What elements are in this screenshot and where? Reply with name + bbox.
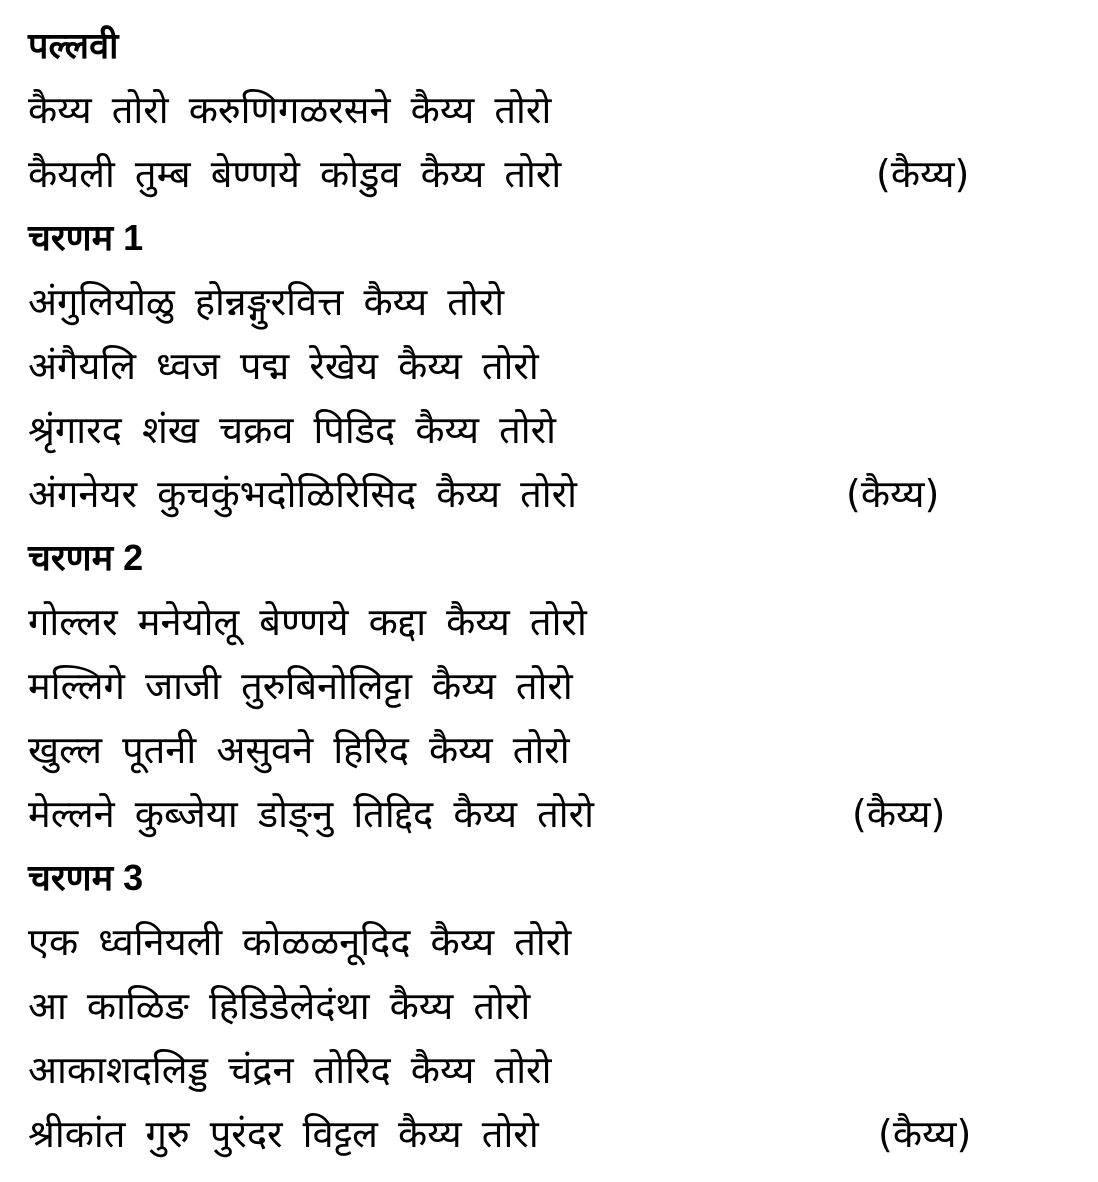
refrain-marker: (कैय्य) [846, 472, 940, 516]
lyrics-document [28, 14, 1078, 1166]
section-heading-charanam-1: चरणम 1 [28, 217, 144, 258]
verse-text: अंगुलियोळु होन्नङ्गुरवित्त कैय्य तोरो [28, 280, 505, 324]
verse-text: खुल्ल पूतनी असुवने हिरिद कैय्य तोरो [28, 728, 570, 772]
verse-text: श्रीकांत गुरु पुरंदर विट्टल कैय्य तोरो [28, 1112, 539, 1156]
verse-text: मेल्लने कुब्जेया डोङ्नु तिद्दिद कैय्य तोरो [28, 792, 594, 836]
verse-text: आकाशदलिड्ड चंद्रन तोरिद कैय्य तोरो [28, 1048, 552, 1092]
verse-line [28, 782, 1078, 846]
verse-text: अंगनेयर कुचकुंभदोळिरिसिद कैय्य तोरो [28, 472, 577, 516]
refrain-marker: (कैय्य) [852, 792, 946, 836]
verse-text: श्रृंगारद शंख चक्रव पिडिद कैय्य तोरो [28, 408, 556, 452]
verse-text: गोल्लर मनेयोलू बेण्णये कद्दा कैय्य तोरो [28, 600, 587, 644]
verse-line [28, 142, 1078, 206]
verse-text: आ काळिङ हिडिडेलेदंथा कैय्य तोरो [28, 984, 531, 1028]
verse-line [28, 398, 1078, 462]
verse-line [28, 910, 1078, 974]
verse-line [28, 654, 1078, 718]
verse-line [28, 1102, 1078, 1166]
verse-line [28, 334, 1078, 398]
section-heading-charanam-3: चरणम 3 [28, 857, 144, 898]
verse-line [28, 718, 1078, 782]
verse-text: अंगैयलि ध्वज पद्म रेखेय कैय्य तोरो [28, 344, 539, 388]
verse-text: कैयली तुम्ब बेण्णये कोडुव कैय्य तोरो [28, 152, 562, 196]
verse-line [28, 974, 1078, 1038]
refrain-marker: (कैय्य) [878, 1112, 972, 1156]
refrain-marker: (कैय्य) [876, 152, 970, 196]
verse-line [28, 270, 1078, 334]
verse-line [28, 590, 1078, 654]
section-heading-charanam-2: चरणम 2 [28, 537, 144, 578]
verse-text: एक ध्वनियली कोळळनूदिद कैय्य तोरो [28, 920, 572, 964]
verse-line [28, 1038, 1078, 1102]
verse-text: मल्लिगे जाजी तुरुबिनोलिट्टा कैय्य तोरो [28, 664, 573, 708]
verse-line [28, 78, 1078, 142]
verse-text: कैय्य तोरो करुणिगळरसने कैय्य तोरो [28, 88, 552, 132]
section-heading-pallavi: पल्लवी [28, 25, 119, 66]
verse-line [28, 462, 1078, 526]
